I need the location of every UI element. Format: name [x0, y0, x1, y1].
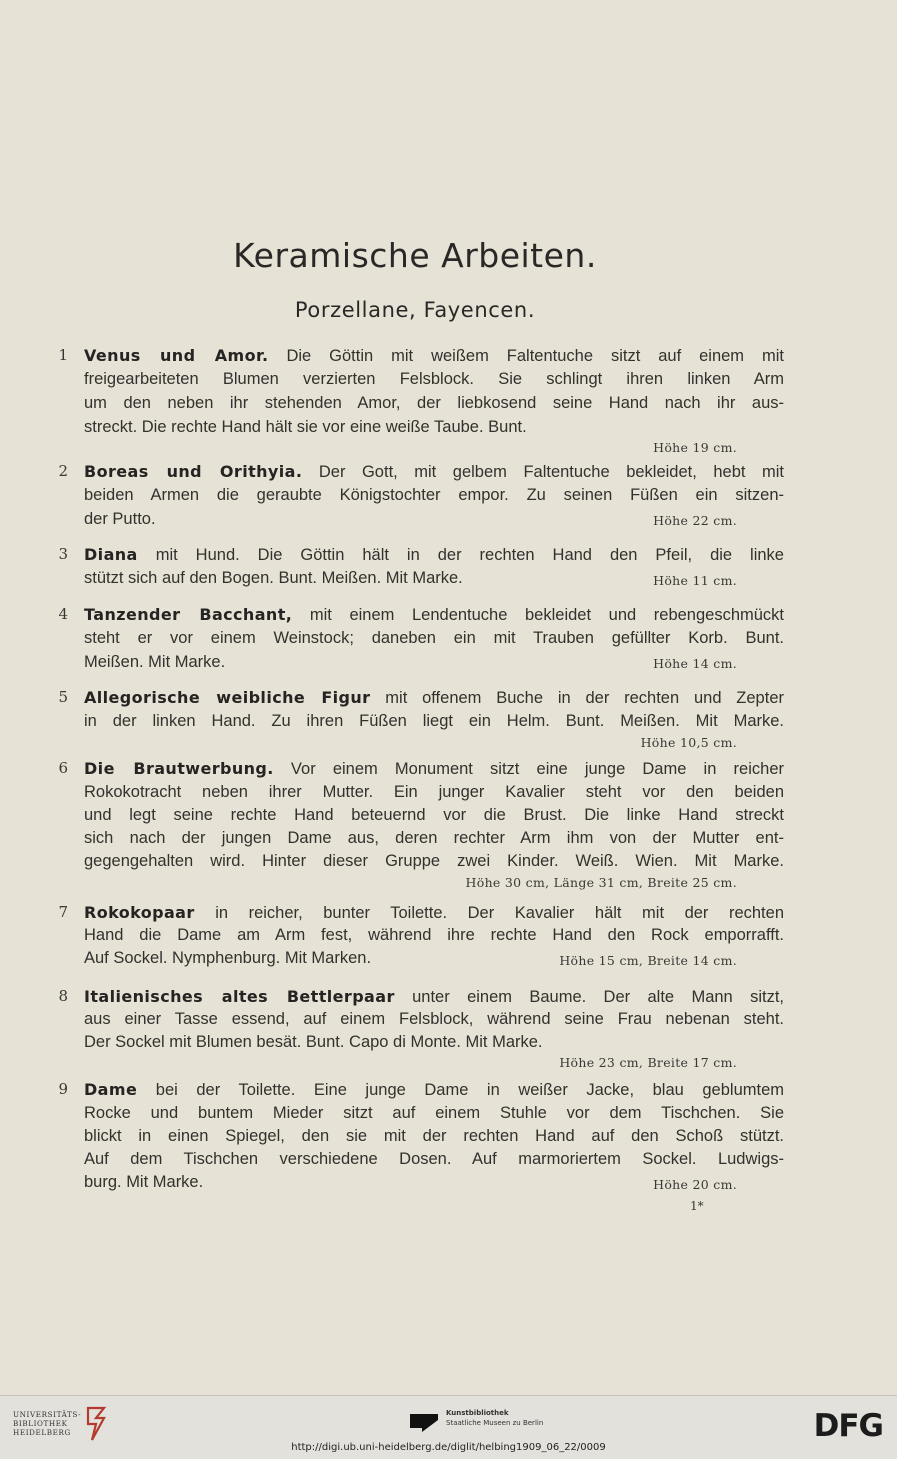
entry-measure: Höhe 14 cm. [653, 656, 737, 671]
entry-line [84, 543, 784, 566]
entry-line [84, 344, 784, 367]
entry-line [84, 757, 784, 780]
partner-name: Kunstbibliothek Staatliche Museen zu Berlin [446, 1409, 544, 1427]
library-name: UNIVERSITÄTS- BIBLIOTHEK HEIDELBERG [13, 1410, 82, 1437]
entry-line: gegengehalten wird. Hinter dieser Gruppe zwei Kinder. Weiß. Wien. Mit Marke. [84, 852, 784, 870]
entry-title: Venus und Amor. [84, 346, 269, 365]
entry-line: Rokokotracht neben ihrer Mutter. Ein junger Kavalier steht vor den beiden [84, 783, 784, 801]
entry-line [84, 1078, 784, 1101]
entry-line: sich nach der jungen Dame aus, deren rechter Arm ihm von der Mutter ent- [84, 829, 784, 847]
library-logo-icon[interactable] [84, 1404, 108, 1444]
entry-number: 4 [58, 605, 68, 623]
page-mark: 1* [690, 1199, 704, 1213]
entry-line: blickt in einen Spiegel, den sie mit der rechten Hand auf den Schoß stützt. [84, 1127, 784, 1145]
entry-measure: Höhe 19 cm. [653, 440, 737, 455]
dfg-logo[interactable]: DFG [813, 1408, 883, 1444]
entry-title: Tanzender Bacchant, [84, 605, 293, 624]
entry-measure: Höhe 22 cm. [653, 513, 737, 528]
entry-number: 6 [58, 759, 68, 777]
entry-number: 3 [58, 545, 68, 563]
entry-number: 8 [58, 987, 68, 1005]
entry-line [84, 901, 784, 924]
entry-text: unter einem Baume. Der alte Mann sitzt, [412, 988, 784, 1006]
entry-title: Die Brautwerbung. [84, 759, 274, 778]
entry-line: in der linken Hand. Zu ihren Füßen liegt ein Helm. Bunt. Meißen. Mit Marke. [84, 712, 784, 730]
kunstbibliothek-logo-icon[interactable] [410, 1410, 440, 1438]
footer-bar [0, 1395, 897, 1459]
entry-title: Italienisches altes Bettlerpaar [84, 987, 395, 1006]
entry-title: Rokokopaar [84, 903, 195, 922]
page-title: Keramische Arbeiten. [233, 236, 597, 275]
entry-number: 2 [58, 462, 68, 480]
entry-text: Vor einem Monument sitzt eine junge Dame in reicher [290, 760, 784, 778]
entry-line: und legt seine rechte Hand beteuernd vor die Brust. Die linke Hand streckt [84, 806, 784, 824]
entry-title: Diana [84, 545, 138, 564]
entry-line: um den neben ihr stehenden Amor, der liebkosend seine Hand nach ihr aus- [84, 394, 784, 412]
entry-line: der Putto. [84, 510, 156, 528]
entry-line [84, 603, 784, 626]
entry-text: mit einem Lendentuche bekleidet und rebengeschmückt [309, 606, 785, 624]
page-subtitle: Porzellane, Fayencen. [294, 298, 536, 322]
entry-text: Die Göttin mit weißem Faltentuche sitzt auf einem mit [286, 347, 784, 365]
entry-number: 5 [58, 688, 68, 706]
entry-measure: Höhe 15 cm, Breite 14 cm. [559, 953, 737, 968]
entry-text: bei der Toilette. Eine junge Dame in weißer Jacke, blau geblumtem [155, 1081, 784, 1099]
entry-line: streckt. Die rechte Hand hält sie vor eine weiße Taube. Bunt. [84, 418, 527, 436]
entry-measure: Höhe 10,5 cm. [640, 735, 737, 750]
entry-line: Hand die Dame am Arm fest, während ihre rechte Hand den Rock emporrafft. [84, 926, 784, 944]
entry-title: Dame [84, 1080, 138, 1099]
entry-number: 7 [58, 903, 68, 921]
entry-line: beiden Armen die geraubte Königstochter empor. Zu seinen Füßen ein sitzen- [84, 486, 784, 504]
entry-measure: Höhe 30 cm, Länge 31 cm, Breite 25 cm. [465, 875, 737, 890]
entry-line: aus einer Tasse essend, auf einem Felsblock, während seine Frau nebenan steht. [84, 1010, 784, 1028]
entry-line: stützt sich auf den Bogen. Bunt. Meißen. Mit Marke. [84, 569, 463, 587]
entry-line [84, 985, 784, 1008]
entry-measure: Höhe 11 cm. [653, 573, 737, 588]
entry-title: Allegorische weibliche Figur [84, 688, 371, 707]
entry-number: 9 [58, 1080, 68, 1098]
entry-line [84, 460, 784, 483]
entry-measure: Höhe 20 cm. [653, 1177, 737, 1192]
entry-line: Der Sockel mit Blumen besät. Bunt. Capo di Monte. Mit Marke. [84, 1033, 543, 1051]
entry-line [84, 686, 784, 709]
entry-measure: Höhe 23 cm, Breite 17 cm. [559, 1055, 737, 1070]
entry-text: mit Hund. Die Göttin hält in der rechten Hand den Pfeil, die linke [155, 546, 784, 564]
source-url[interactable]: http://digi.ub.uni-heidelberg.de/diglit/helbing1909_06_22/0009 [291, 1442, 606, 1453]
entry-line: burg. Mit Marke. [84, 1173, 204, 1191]
entry-line: Meißen. Mit Marke. [84, 653, 226, 671]
entry-text: in reicher, bunter Toilette. Der Kavalier hält mit der rechten [215, 904, 784, 922]
entry-line: Rocke und buntem Mieder sitzt auf einem Stuhle vor dem Tischchen. Sie [84, 1104, 784, 1122]
entry-title: Boreas und Orithyia. [84, 462, 303, 481]
entry-line: freigearbeiteten Blumen verzierten Felsblock. Sie schlingt ihren linken Arm [84, 370, 784, 388]
entry-text: mit offenem Buche in der rechten und Zepter [385, 689, 784, 707]
entry-text: Der Gott, mit gelbem Faltentuche bekleidet, hebt mit [318, 463, 784, 481]
entry-line: steht er vor einem Weinstock; daneben ein mit Trauben gefüllter Korb. Bunt. [84, 629, 784, 647]
entry-line: Auf Sockel. Nymphenburg. Mit Marken. [84, 949, 372, 967]
entry-line: Auf dem Tischchen verschiedene Dosen. Auf marmoriertem Sockel. Ludwigs- [84, 1150, 784, 1168]
entry-number: 1 [58, 346, 68, 364]
